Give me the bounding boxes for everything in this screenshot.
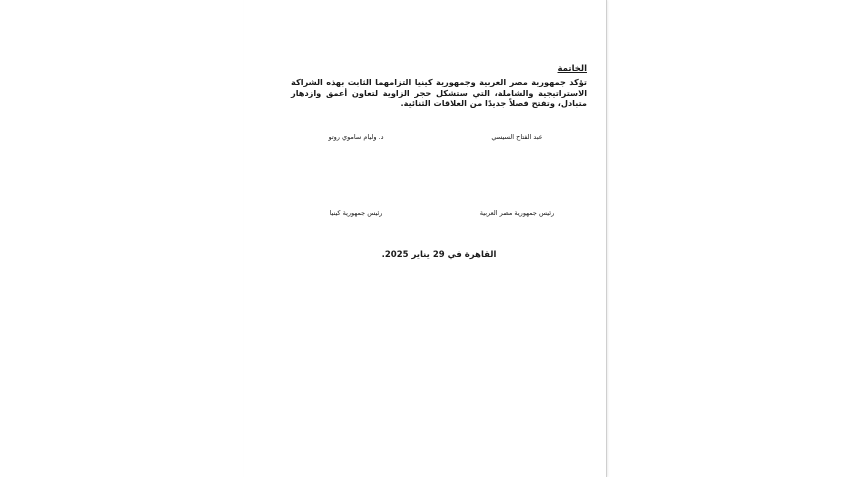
signature-titles-row (291, 209, 587, 217)
conclusion-section (291, 64, 587, 109)
egypt-president-name: عبد الفتاح السيسي (491, 133, 543, 141)
conclusion-paragraph: تؤكد جمهورية مصر العربية وجمهورية كينيا التزامهما الثابت بهذه الشراكة الاستراتيجية والشاملة، التي ستشكل حجر الزاوية لتعاون أعمق وازدهار متبادل، وتفتح فصلاً جديدًا من العلاقات الثنائية. (291, 77, 587, 108)
kenya-president-name: د. وليام ساموي روتو (328, 133, 384, 141)
kenya-president-title: رئيس جمهورية كينيا (329, 209, 383, 217)
signature-names-row (291, 133, 587, 141)
egypt-president-title: رئيس جمهورية مصر العربية (479, 209, 555, 217)
conclusion-heading: الخاتمة (557, 64, 587, 74)
date-line: القاهرة في 29 يناير 2025. (381, 250, 497, 260)
document-page (244, 0, 607, 477)
